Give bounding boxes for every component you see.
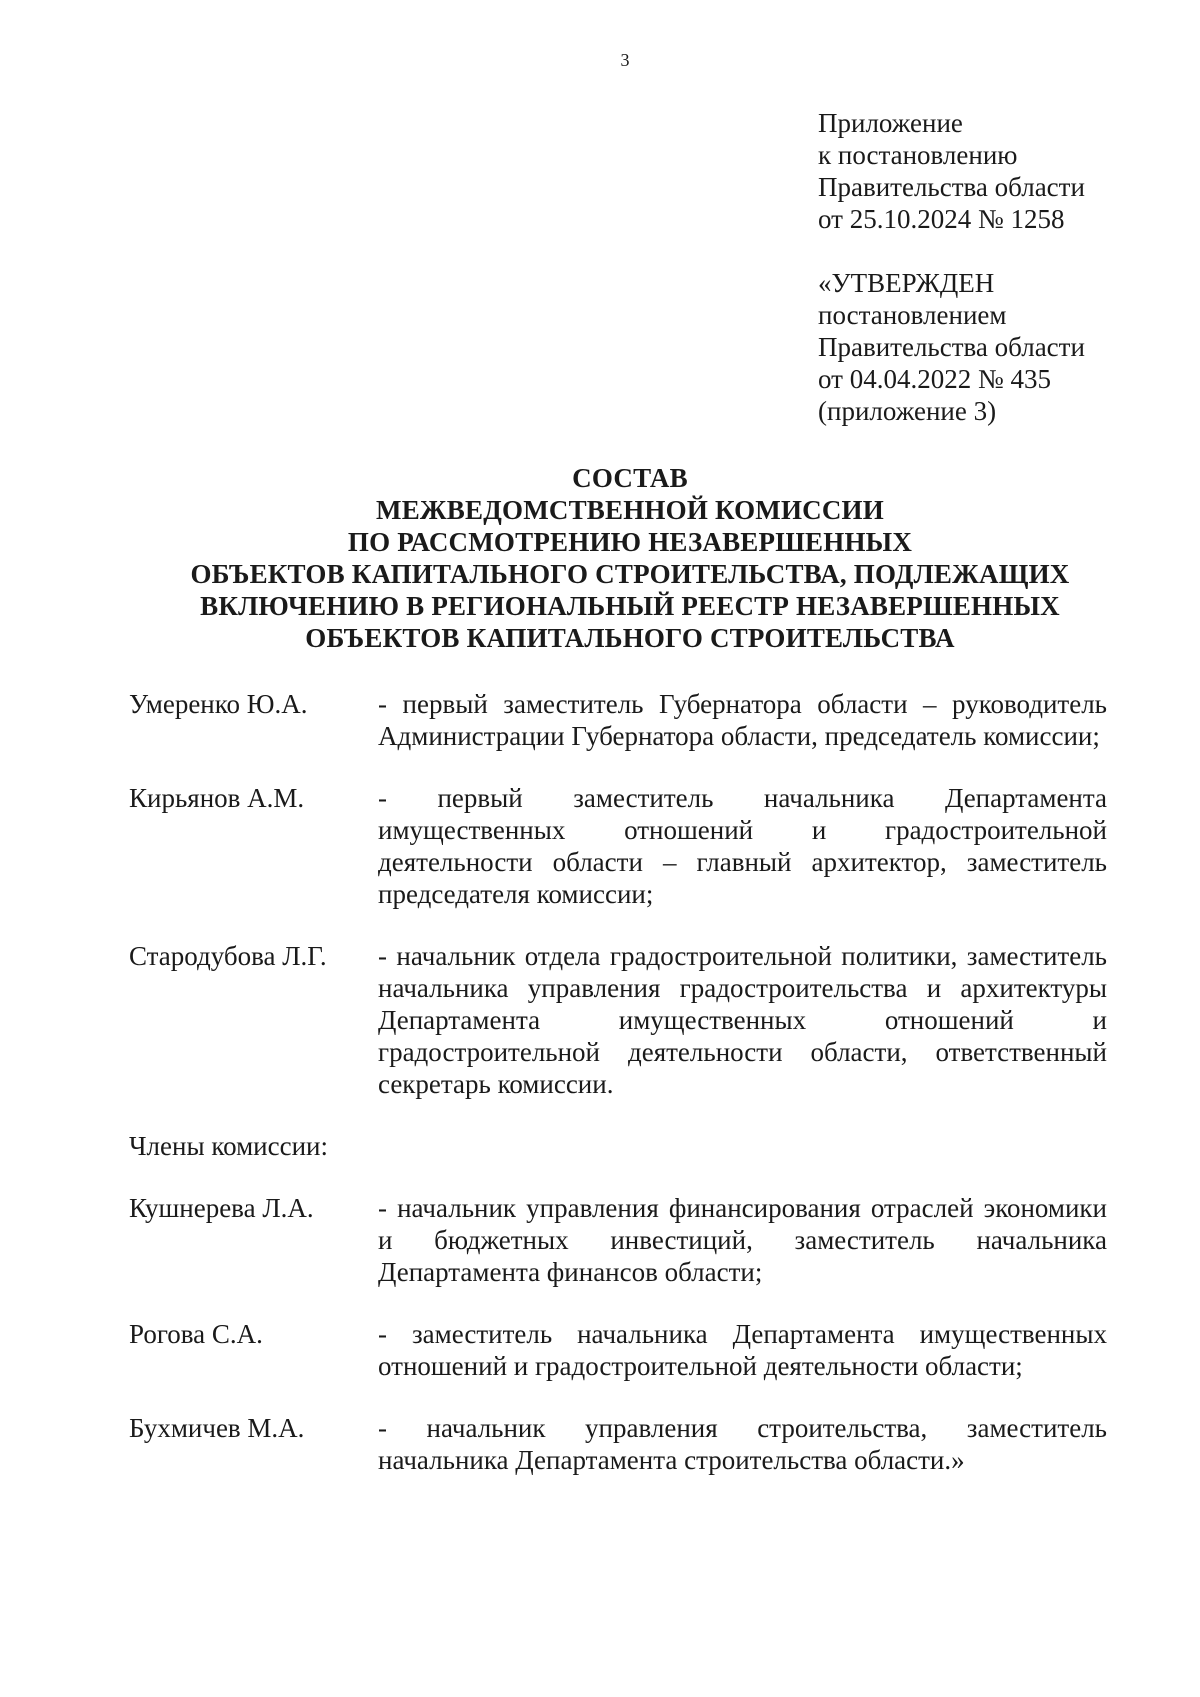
approval-line: «УТВЕРЖДЕН — [818, 268, 995, 298]
member-name: Кушнерева Л.А. — [129, 1193, 314, 1223]
appendix-line: Правительства области — [818, 172, 1085, 202]
approval-stamp-text — [818, 267, 1085, 427]
member-role: - заместитель начальника Департамента имущественных отношений и градостроительной деятельности области; — [378, 1319, 1107, 1381]
approval-line: постановлением — [818, 300, 1007, 330]
member-row — [129, 782, 1107, 910]
approval-line: Правительства области — [818, 332, 1085, 362]
title-line: СОСТАВ — [572, 463, 688, 493]
member-row — [129, 1412, 1107, 1476]
title-line: ВКЛЮЧЕНИЮ В РЕГИОНАЛЬНЫЙ РЕЕСТР НЕЗАВЕРШЕННЫХ — [200, 591, 1060, 621]
title-line: МЕЖВЕДОМСТВЕННОЙ КОМИССИИ — [376, 495, 884, 525]
commission-composition — [129, 688, 1107, 1506]
appendix-line: к постановлению — [818, 140, 1018, 170]
member-role: - первый заместитель Губернатора области – руководитель Администрации Губернатора области, председатель комиссии; — [378, 689, 1107, 751]
appendix-line: Приложение — [818, 108, 963, 138]
appendix-line: от 25.10.2024 № 1258 — [818, 204, 1065, 234]
title-line: ОБЪЕКТОВ КАПИТАЛЬНОГО СТРОИТЕЛЬСТВА, ПОДЛЕЖАЩИХ — [190, 559, 1070, 589]
member-row — [129, 1192, 1107, 1288]
member-name: Бухмичев М.А. — [129, 1413, 305, 1443]
appendix-reference — [818, 107, 1085, 235]
member-row — [129, 1318, 1107, 1382]
member-role: - начальник отдела градостроительной политики, заместитель начальника управления градостроительства и архитектуры Департамента имущественных отношений и градостроительной деятельности области, ответственный секретарь комиссии. — [378, 941, 1107, 1099]
member-name: Рогова С.А. — [129, 1319, 263, 1349]
title-line: ОБЪЕКТОВ КАПИТАЛЬНОГО СТРОИТЕЛЬСТВА — [305, 623, 955, 653]
member-row — [129, 940, 1107, 1100]
approval-line: от 04.04.2022 № 435 — [818, 364, 1051, 394]
member-name: Кирьянов А.М. — [129, 783, 305, 813]
document-title — [60, 462, 1200, 654]
title-line: ПО РАССМОТРЕНИЮ НЕЗАВЕРШЕННЫХ — [347, 527, 913, 557]
approval-line: (приложение 3) — [818, 396, 997, 426]
page-number: 3 — [620, 50, 630, 70]
member-role: - первый заместитель начальника Департамента имущественных отношений и градостроительной деятельности области – главный архитектор, заместитель председателя комиссии; — [378, 783, 1107, 909]
member-role: - начальник управления строительства, заместитель начальника Департамента строительства области.» — [378, 1413, 1107, 1475]
member-role: - начальник управления финансирования отраслей экономики и бюджетных инвестиций, заместитель начальника Департамента финансов области; — [378, 1193, 1107, 1287]
member-row — [129, 688, 1107, 752]
member-name: Умеренко Ю.А. — [129, 689, 308, 719]
members-heading: Члены комиссии: — [129, 1131, 328, 1161]
member-name: Стародубова Л.Г. — [129, 941, 327, 971]
